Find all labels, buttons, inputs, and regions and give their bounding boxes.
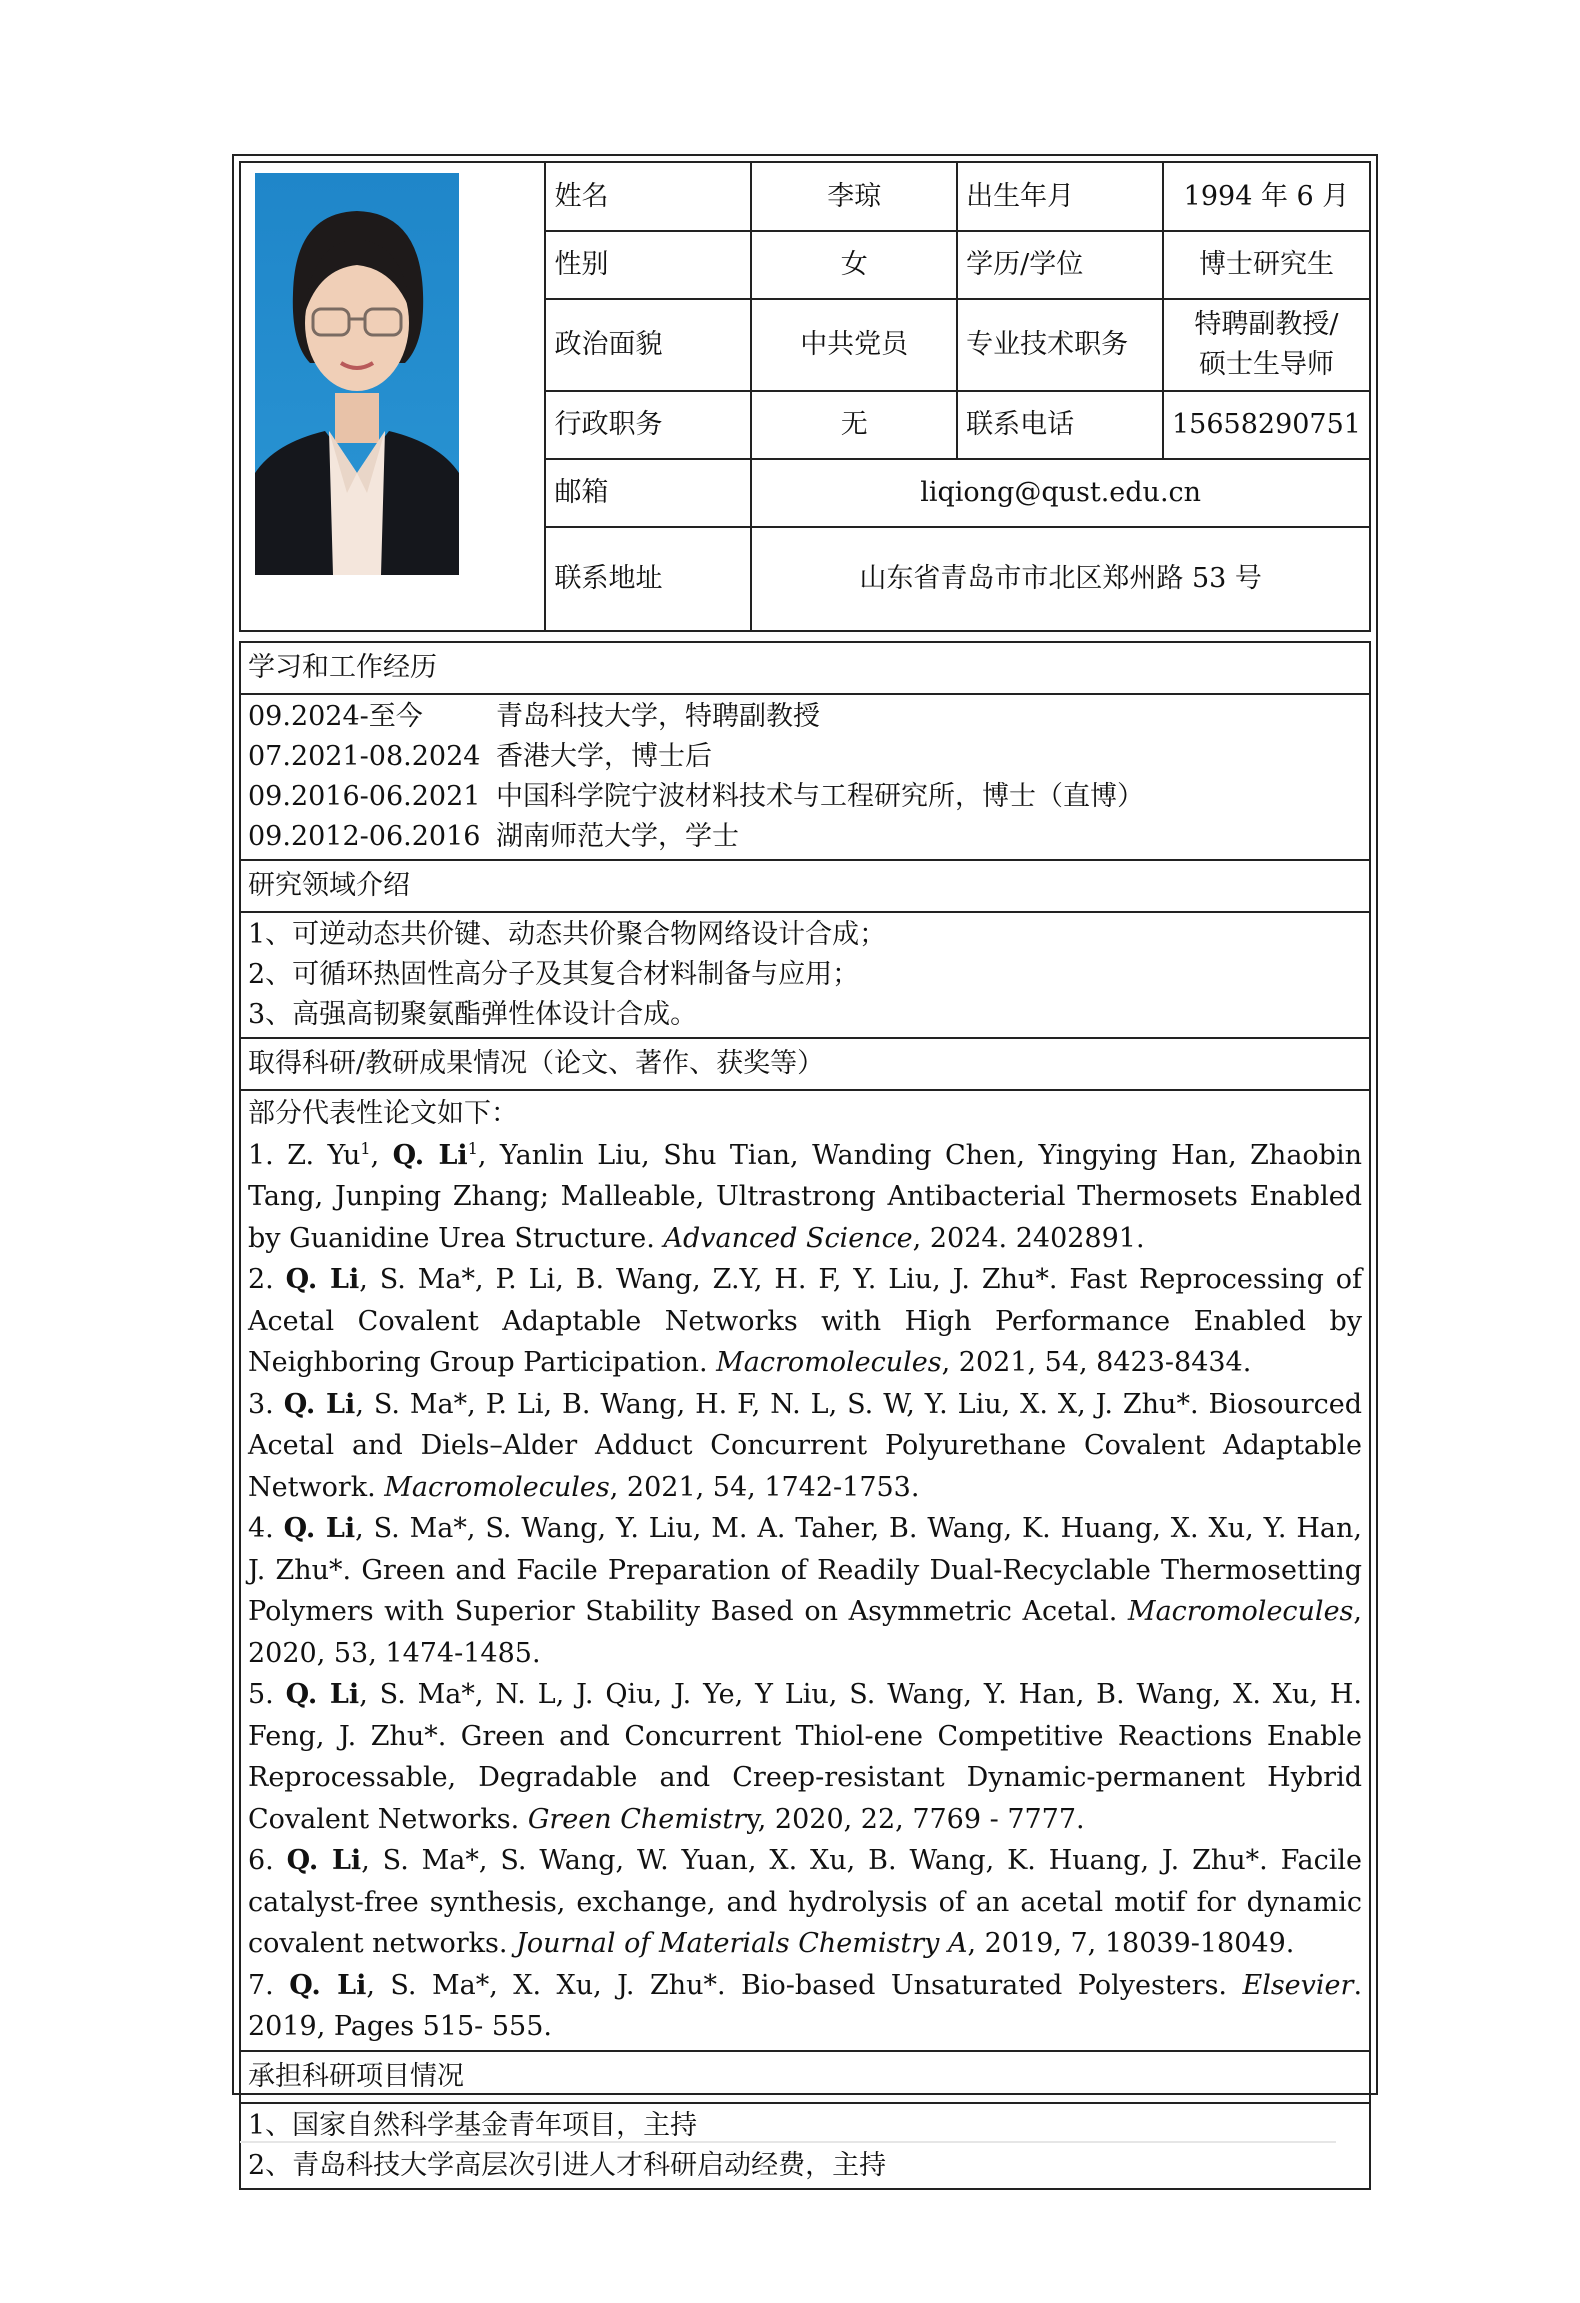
- experience-desc: 香港大学，博士后: [496, 741, 712, 772]
- experience-desc: 湖南师范大学，学士: [496, 821, 739, 852]
- publication-item: 5. Q. Li, S. Ma*, N. L, J. Qiu, J. Ye, Y Liu, S. Wang, Y. Han, B. Wang, X. Xu, H. Feng, J. Zhu*. Green and Concurrent Thiol-ene Competitive Reactions Enable Reprocessable, Degradable and Creep-resistant Dynamic-permanent Hybrid Covalent Networks. Green Chemistry, 2020, 22, 7769 - 7777.: [248, 1679, 1363, 1835]
- title-label: 专业技术职务: [957, 299, 1163, 391]
- project-item: 1、国家自然科学基金青年项目，主持: [248, 2109, 698, 2141]
- experience-list: [240, 694, 1370, 860]
- name-value: 李琼: [751, 162, 957, 231]
- gender-value: 女: [751, 231, 957, 299]
- degree-value: 博士研究生: [1163, 231, 1370, 299]
- projects-heading: 承担科研项目情况: [240, 2051, 1370, 2103]
- degree-label: 学历/学位: [957, 231, 1163, 299]
- publication-item: 3. Q. Li, S. Ma*, P. Li, B. Wang, H. F, N. L, S. W, Y. Liu, X. X, J. Zhu*. Biosourced Acetal and Diels–Alder Adduct Concurrent Polyurethane Covalent Adaptable Network. Macromolecules, 2021, 54, 1742-1753.: [248, 1388, 1362, 1503]
- address-value: 山东省青岛市市北区郑州路 53 号: [751, 527, 1370, 631]
- research-item: 3、高强高韧聚氨酯弹性体设计合成。: [248, 999, 698, 1030]
- experience-date: 09.2024-至今: [248, 701, 423, 732]
- publications-list: [240, 1090, 1370, 2051]
- research-item: 2、可循环热固性高分子及其复合材料制备与应用；: [248, 959, 860, 990]
- birth-label: 出生年月: [957, 162, 1163, 231]
- resume-document: [232, 154, 1378, 2181]
- politics-value: 中共党员: [751, 299, 957, 391]
- project-item: 2、青岛科技大学高层次引进人才科研启动经费，主持: [248, 2149, 887, 2181]
- experience-item: [248, 697, 1362, 737]
- research-heading: 研究领域介绍: [240, 860, 1370, 912]
- portrait-photo: [255, 173, 459, 575]
- politics-label: 政治面貌: [545, 299, 751, 391]
- experience-item: [248, 737, 1362, 777]
- research-list: [240, 912, 1370, 1038]
- name-label: 姓名: [545, 162, 751, 231]
- projects-list: [240, 2103, 1370, 2189]
- title-value: [1163, 299, 1370, 391]
- admin-label: 行政职务: [545, 391, 751, 459]
- publication-item: 6. Q. Li, S. Ma*, S. Wang, W. Yuan, X. Xu, B. Wang, K. Huang, J. Zhu*. Facile catalyst-free synthesis, exchange, and hydrolysis of an acetal motif for dynamic covalent networks. Journal of Materials Chemistry A, 2019, 7, 18039-18049.: [248, 1845, 1362, 1959]
- experience-date: 09.2012-06.2016: [248, 821, 481, 852]
- address-label: 联系地址: [545, 527, 751, 631]
- experience-desc: 中国科学院宁波材料技术与工程研究所，博士（直博）: [496, 781, 1144, 812]
- phone-value: 15658290751: [1163, 391, 1370, 459]
- title-line-2: 硕士生导师: [1198, 349, 1334, 380]
- experience-date: 07.2021-08.2024: [248, 741, 481, 772]
- experience-item: [248, 777, 1362, 817]
- email-value: liqiong@qust.edu.cn: [751, 459, 1370, 527]
- experience-desc: 青岛科技大学，特聘副教授: [496, 701, 820, 732]
- basic-info-table: [239, 161, 1371, 632]
- achievements-heading: 取得科研/教研成果情况（论文、著作、获奖等）: [240, 1038, 1370, 1090]
- research-item: 1、可逆动态共价键、动态共价聚合物网络设计合成；: [248, 919, 887, 950]
- publications-intro: 部分代表性论文如下：: [248, 1098, 518, 1129]
- publication-item: 1. Z. Yu$^1$, Q. Li$^1$, Yanlin Liu, Shu Tian, Wanding Chen, Yingying Han, Zhaobin Tang, Junping Zhang; Malleable, Ultrastrong Antibacterial Thermosets Enabled by Guanidine Urea Structure. Advanced Science, 2024. 2402891.: [248, 1138, 1362, 1254]
- email-label: 邮箱: [545, 459, 751, 527]
- experience-heading: 学习和工作经历: [240, 642, 1370, 694]
- birth-value: 1994 年 6 月: [1163, 162, 1370, 231]
- experience-item: [248, 817, 1362, 857]
- publication-item: 7. Q. Li, S. Ma*, X. Xu, J. Zhu*. Bio-based Unsaturated Polyesters. Elsevier. 2019, Pages 515- 555.: [248, 1969, 1363, 2042]
- details-table: [239, 641, 1371, 2190]
- gender-label: 性别: [545, 231, 751, 299]
- photo-cell: [240, 162, 545, 631]
- publication-item: 2. Q. Li, S. Ma*, P. Li, B. Wang, Z.Y, H. F, Y. Liu, J. Zhu*. Fast Reprocessing of Acetal Covalent Adaptable Networks with High Performance Enabled by Neighboring Group Participation. Macromolecules, 2021, 54, 8423-8434.: [248, 1264, 1363, 1378]
- experience-date: 09.2016-06.2021: [248, 781, 481, 812]
- publication-item: 4. Q. Li, S. Ma*, S. Wang, Y. Liu, M. A. Taher, B. Wang, K. Huang, X. Xu, Y. Han, J. Zhu*. Green and Facile Preparation of Readily Dual-Recyclable Thermosetting Polymers with Superior Stability Based on Asymmetric Acetal. Macromolecules, 2020, 53, 1474-1485.: [248, 1513, 1362, 1669]
- phone-label: 联系电话: [957, 391, 1163, 459]
- admin-value: 无: [751, 391, 957, 459]
- title-line-1: 特聘副教授/: [1194, 309, 1339, 340]
- footer-divider: [240, 2141, 1336, 2143]
